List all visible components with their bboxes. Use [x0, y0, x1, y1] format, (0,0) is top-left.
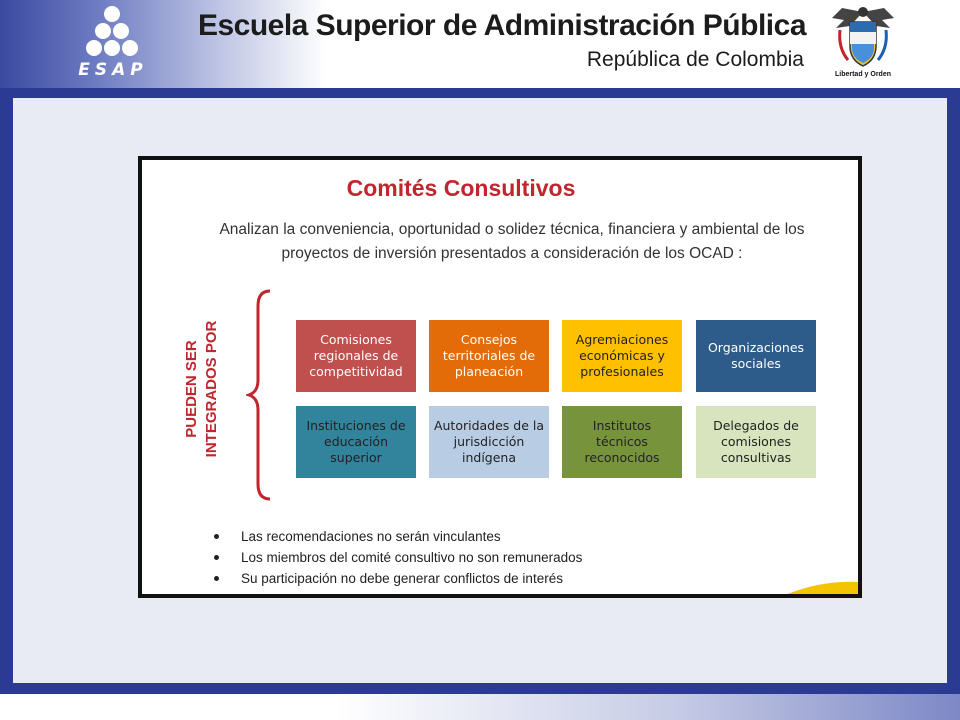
- logo-dot: [122, 40, 138, 56]
- logo-dot: [113, 23, 129, 39]
- logo-wordmark: ESAP: [78, 60, 148, 80]
- bottom-strip: [0, 694, 960, 720]
- slide-image: [138, 156, 862, 598]
- member-box-delegados: Delegados de comisiones consultivas: [696, 406, 816, 478]
- bullet-item: Su participación no debe generar conflictos de interés: [208, 568, 808, 589]
- intro-line: proyectos de inversión presentados a consideración de los OCAD :: [281, 245, 743, 262]
- curly-brace-icon: [246, 288, 274, 502]
- decorative-swoosh-icon: [778, 580, 858, 598]
- coat-motto: Libertad y Orden: [834, 71, 891, 78]
- member-box-autoridades: Autoridades de la jurisdicción indígena: [429, 406, 549, 478]
- logo-dot: [104, 40, 120, 56]
- coat-of-arms-icon: [828, 4, 898, 70]
- bullet-list: [208, 526, 808, 589]
- institution-subtitle: República de Colombia: [586, 48, 804, 71]
- member-box-organizaciones: Organizaciones sociales: [696, 320, 816, 392]
- side-label-line: PUEDEN SER: [183, 340, 200, 438]
- header-banner: [0, 0, 960, 88]
- logo-dot: [86, 40, 102, 56]
- side-label-line: INTEGRADOS POR: [203, 320, 220, 458]
- esap-logo: [62, 4, 162, 84]
- bullet-item: Las recomendaciones no serán vinculantes: [208, 526, 808, 547]
- member-box-comisiones: Comisiones regionales de competitividad: [296, 320, 416, 392]
- member-box-instituciones: Instituciones de educación superior: [296, 406, 416, 478]
- institution-title: Escuela Superior de Administración Pública: [197, 9, 806, 42]
- vertical-side-label: [182, 304, 238, 474]
- logo-dot: [104, 6, 120, 22]
- logo-dot: [95, 23, 111, 39]
- intro-line: Analizan la conveniencia, oportunidad o solidez técnica, financiera y ambiental de los: [219, 221, 805, 238]
- member-box-institutos: Institutos técnicos reconocidos: [562, 406, 682, 478]
- coat-of-arms: [828, 4, 898, 82]
- slide-intro: [182, 218, 842, 266]
- member-box-agremiaciones: Agremiaciones económicas y profesionales: [562, 320, 682, 392]
- slide-title: Comités Consultivos: [346, 175, 576, 201]
- bullet-item: Los miembros del comité consultivo no son remunerados: [208, 547, 808, 568]
- member-box-consejos: Consejos territoriales de planeación: [429, 320, 549, 392]
